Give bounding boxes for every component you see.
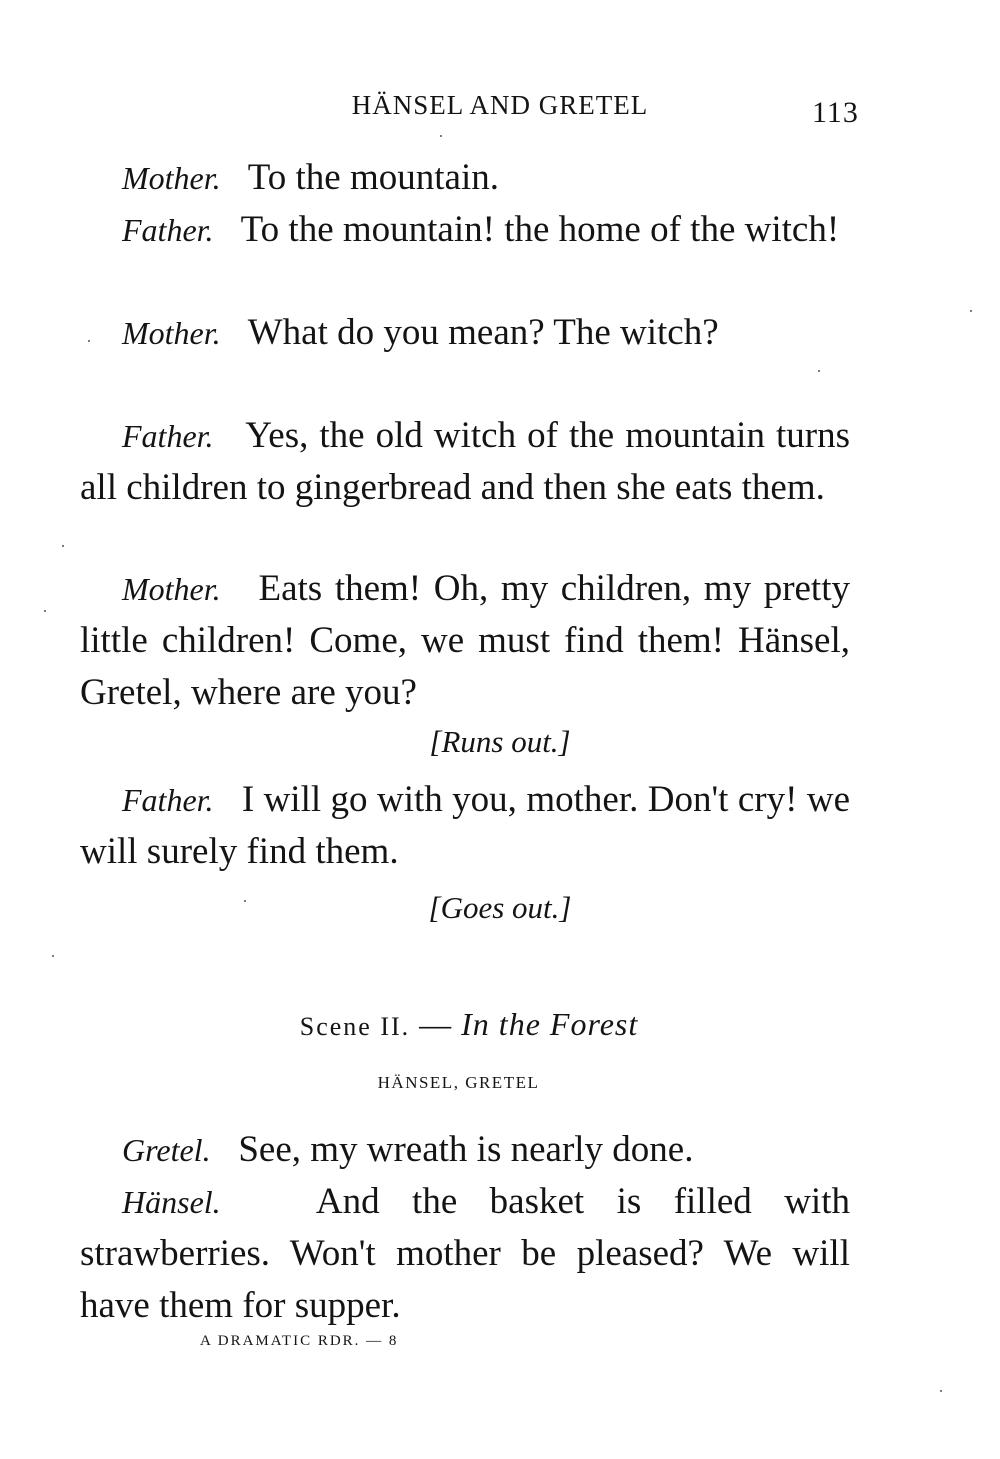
dialogue-text: To the mountain.	[247, 157, 499, 198]
scan-speck	[52, 955, 54, 957]
dialogue-text: Eats them! Oh, my children, my pretty little children! Come, we must find them! Hänsel, Gretel, where are you?	[80, 568, 850, 713]
dialogue-text: I will go with you, mother. Don't cry! we will surely find them.	[80, 779, 851, 872]
cast-list: HÄNSEL, GRETEL	[377, 1073, 540, 1092]
scene-title: In the Forest	[461, 1006, 639, 1042]
speaker-name: Father.	[122, 418, 214, 454]
speaker-name: Father.	[122, 782, 214, 818]
dialogue-line	[80, 1176, 850, 1332]
dialogue-line	[80, 152, 850, 204]
dialogue-line	[80, 1124, 850, 1176]
dialogue-line	[80, 563, 850, 719]
scan-speck	[88, 340, 90, 342]
speaker-name: Mother.	[122, 160, 221, 196]
dialogue-text: See, my wreath is nearly done.	[238, 1129, 694, 1170]
dialogue-text: To the mountain! the home of the witch!	[240, 209, 840, 250]
dialogue-text: And the basket is filled with strawberries. Won't mother be pleased? We will have them for supper.	[80, 1181, 850, 1326]
stage-direction: [Goes out.]	[428, 890, 572, 925]
scan-speck	[44, 610, 46, 612]
scan-speck	[244, 900, 246, 902]
scan-speck	[62, 545, 64, 547]
scan-speck	[940, 1390, 942, 1392]
scan-speck	[970, 310, 972, 312]
running-title: HÄNSEL AND GRETEL	[351, 90, 649, 120]
scan-speck	[440, 135, 442, 137]
speaker-name: Hänsel.	[122, 1184, 221, 1220]
dialogue-line	[80, 307, 850, 359]
scene-dash: —	[410, 1006, 462, 1042]
dialogue-text: Yes, the old witch of the mountain turns all children to gingerbread and then she eats them.	[80, 415, 850, 508]
speaker-name: Mother.	[122, 315, 221, 351]
scene-heading	[0, 1006, 938, 1043]
speaker-name: Mother.	[122, 571, 221, 607]
dialogue-line	[80, 410, 850, 514]
signature-mark: A DRAMATIC RDR. — 8	[200, 1333, 399, 1349]
speaker-name: Gretel.	[122, 1132, 211, 1168]
dialogue-text: What do you mean? The witch?	[247, 312, 719, 353]
scan-speck	[818, 370, 820, 372]
page-number: 113	[812, 96, 859, 129]
scene-label: Scene II.	[299, 1012, 411, 1041]
stage-direction: [Runs out.]	[429, 724, 571, 759]
speaker-name: Father.	[122, 212, 214, 248]
dialogue-line	[80, 774, 850, 878]
dialogue-line	[80, 204, 850, 256]
